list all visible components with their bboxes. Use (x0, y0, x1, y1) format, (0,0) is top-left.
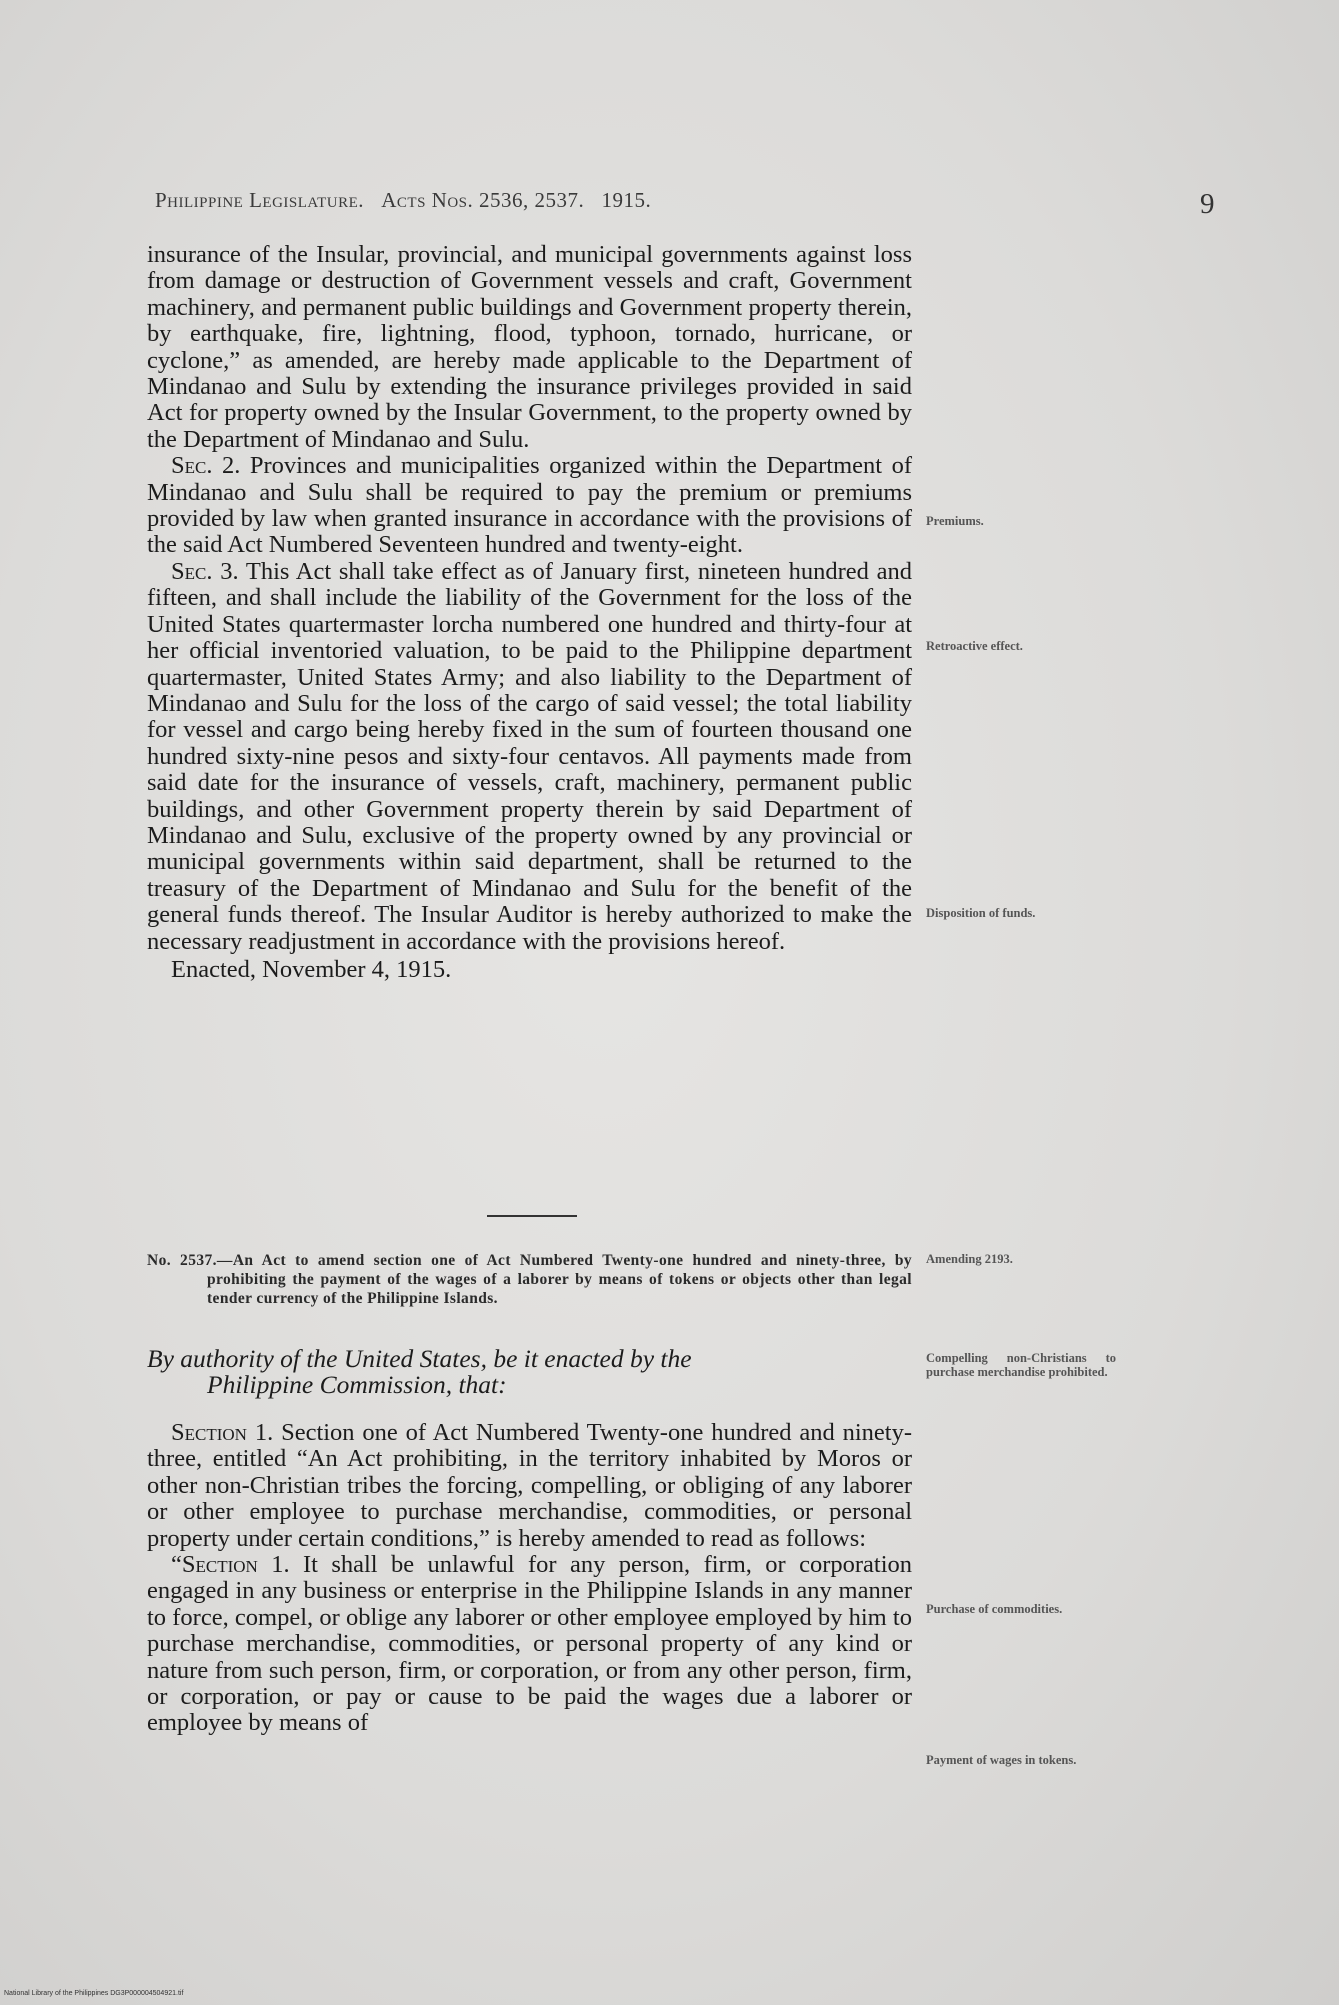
act-2537-title-text: No. 2537.—An Act to amend section one of Act Numbered Twenty-one hundred and ninety-three, by prohibiting the payment of the wages of a laborer by means of tokens or objects other than legal tender currency of the Philippine Islands. (147, 1252, 912, 1307)
enacting-clause (147, 1346, 912, 1398)
quoted-section-1-label: “Section 1. (171, 1551, 290, 1579)
section-3-paragraph (147, 559, 912, 955)
enacting-clause-line-2: Philippine Commission, that: (207, 1370, 507, 1399)
section-1-label: Section 1. (171, 1419, 274, 1446)
scan-footer: National Library of the Philippines DG3P000004504921.tif (4, 1990, 184, 1997)
section-2-label: Sec. 2. (171, 452, 241, 480)
quoted-section-1-paragraph (147, 1552, 912, 1737)
paragraph-continuation: insurance of the Insular, provincial, and municipal governments against loss from damage or destruction of Government vessels and craft, Government machinery, and permanent public buildings and Government property therein, by earthquake, fire, lightning, flood, typhoon, tornado, hurricane, or cyclone,” as amended, are hereby made applicable to the Department of Mindanao and Sulu by extending the insurance privileges provided in said Act for property owned by the Insular Government, to the property owned by the Department of Mindanao and Sulu. (147, 241, 912, 453)
margin-note-disposition: Disposition of funds. (926, 906, 1036, 920)
section-2-text: Provinces and municipalities organized within the Department of Mindanao and Sulu shall be required to pay the premium or premiums provided by law when granted insurance in accordance with the provisions of the said Act Numbered Seventeen hundred and twenty-eight. (147, 452, 912, 559)
margin-note-payment: Payment of wages in tokens. (926, 1753, 1077, 1767)
margin-note-amending: Amending 2193. (926, 1252, 1013, 1266)
page-number: 9 (1200, 188, 1215, 220)
act-2536-body (147, 242, 912, 983)
header-year: 1915. (601, 188, 652, 212)
margin-note-premiums: Premiums. (926, 514, 984, 528)
margin-note-compelling: Compelling non-Christians to purchase merchandise prohibited. (926, 1351, 1116, 1379)
enacting-clause-line-1: By authority of the United States, be it enacted by the (147, 1344, 692, 1373)
margin-note-purchase: Purchase of commodities. (926, 1602, 1063, 1616)
enacted-line: Enacted, November 4, 1915. (171, 955, 452, 983)
section-1-paragraph (147, 1420, 912, 1552)
act-2537-title (147, 1251, 912, 1308)
running-header (155, 188, 915, 213)
act-numbers: Acts Nos. 2536, 2537. (381, 188, 585, 212)
section-divider (487, 1215, 577, 1217)
section-3-label: Sec. 3. (171, 557, 239, 585)
section-1-text: Section one of Act Numbered Twenty-one hundred and ninety-three, entitled “An Act prohibiting, in the territory inhabited by Moros or other non-Christian tribes the forcing, compelling, or obliging of any laborer or other employee to purchase merchandise, commodities, or personal property under certain conditions,” is hereby amended to read as follows: (147, 1419, 912, 1552)
margin-note-retroactive: Retroactive effect. (926, 639, 1023, 653)
section-2-paragraph (147, 453, 912, 559)
quoted-section-1-text: It shall be unlawful for any person, firm, or corporation engaged in any business or enterprise in the Philippine Islands in any manner to force, compel, or oblige any laborer or other employee employed by him to purchase merchandise, commodities, or personal property of any kind or nature from such person, firm, or corporation, or from any other person, firm, or corporation, or pay or cause to be paid the wages due a laborer or employee by means of (147, 1551, 912, 1737)
running-title: Philippine Legislature. (155, 188, 364, 212)
act-2537-body (147, 1420, 912, 1737)
section-3-text: This Act shall take effect as of January first, nineteen hundred and fifteen, and shall include the liability of the Government for the loss of the United States quartermaster lorcha numbered one hundred and thirty-four at her official inventoried valuation, to be paid to the Philippine department quartermaster, United States Army; and also liability to the Department of Mindanao and Sulu for the loss of the cargo of said vessel; the total liability for vessel and cargo being hereby fixed in the sum of fourteen thousand one hundred sixty-nine pesos and sixty-four centavos. All payments made from said date for the insurance of vessels, craft, machinery, permanent public buildings, and other Government property therein by said Department of Mindanao and Sulu, exclusive of the property owned by any provincial or municipal governments within said department, shall be returned to the treasury of the Department of Mindanao and Sulu for the benefit of the general funds thereof. The Insular Auditor is hereby authorized to make the necessary readjustment in accordance with the provisions hereof. (147, 557, 912, 955)
